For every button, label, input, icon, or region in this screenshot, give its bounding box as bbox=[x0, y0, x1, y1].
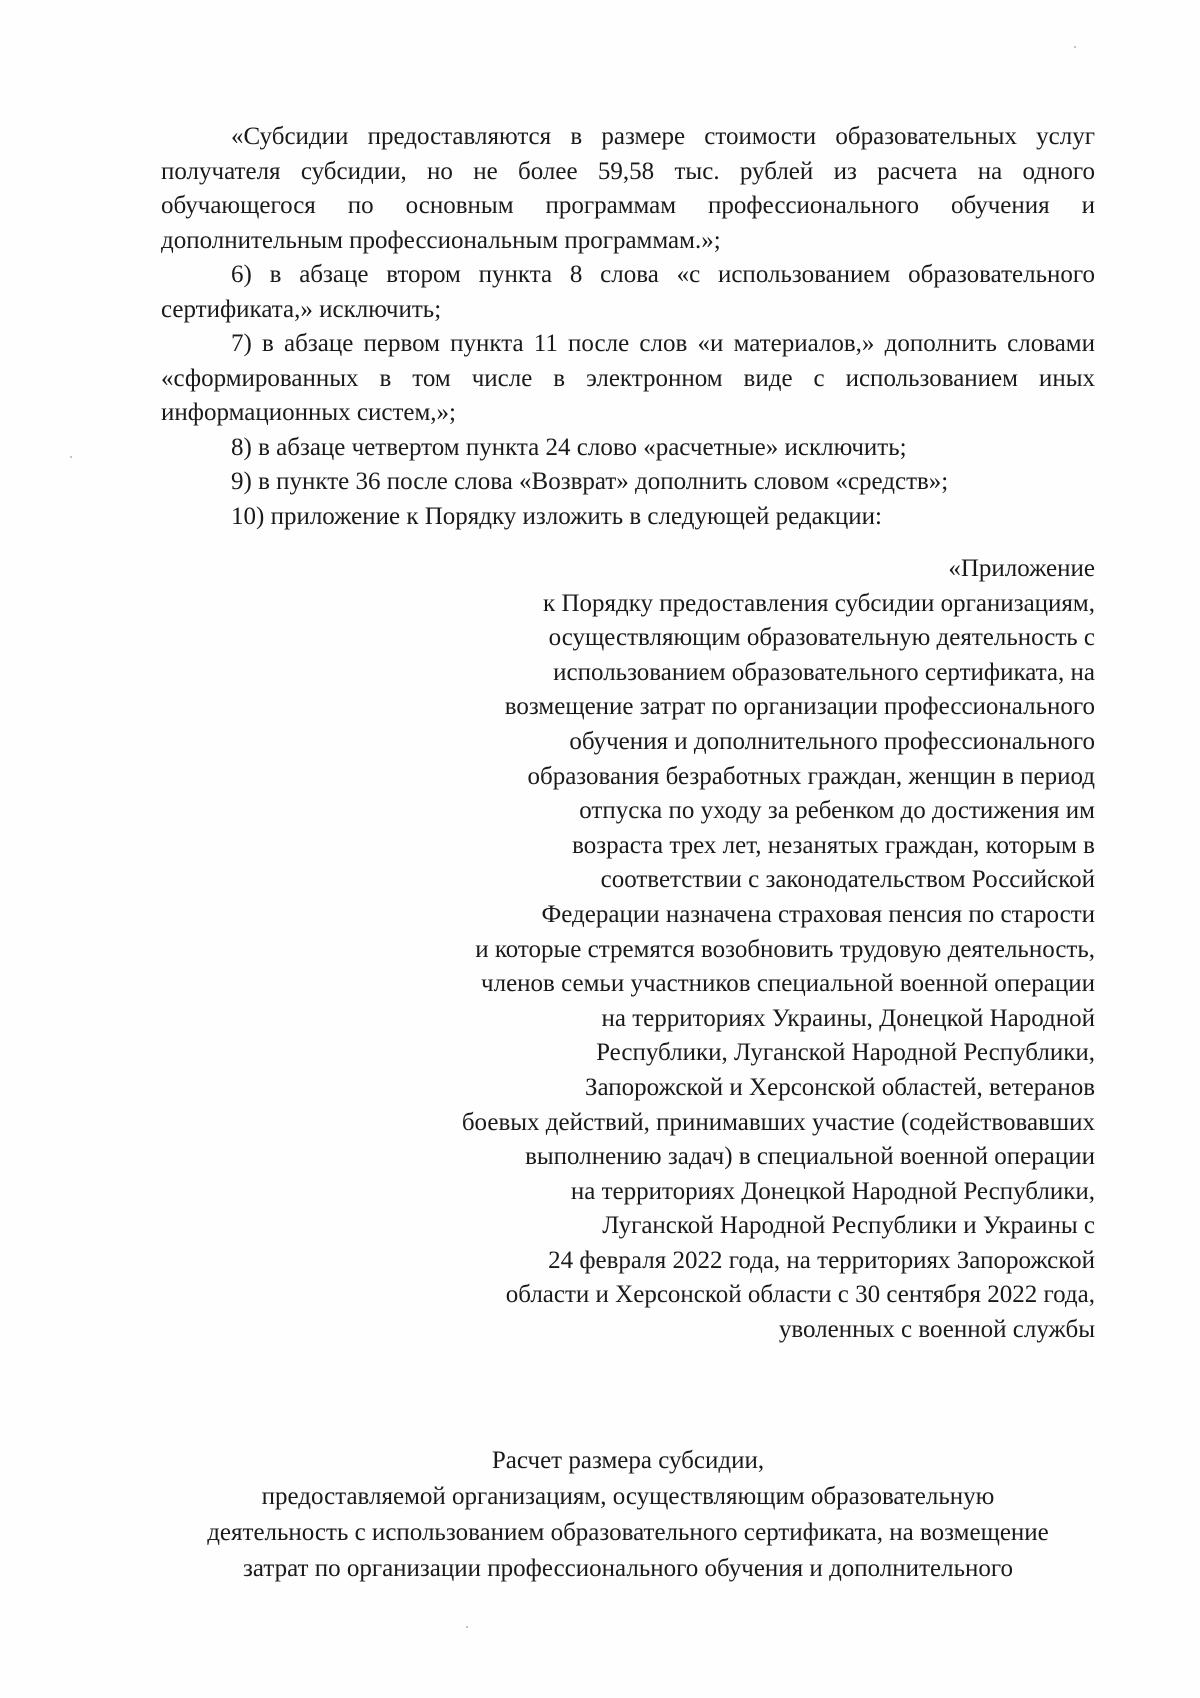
paragraph-subsidy-amount: «Субсидии предоставляются в размере стоимости образовательных услуг получателя субсидии, но не более 59,58 тыс. рублей из расчета на одного обучающегося по основным программам профессионального обучения и дополнительным профессиональным программам.»; bbox=[161, 123, 1095, 254]
appendix-caption bbox=[380, 552, 1095, 1348]
appendix-line: на территориях Украины, Донецкой Народной bbox=[601, 1004, 1095, 1032]
paragraph-item-10: 10) приложение к Порядку изложить в следующей редакции: bbox=[231, 502, 882, 530]
appendix-line: уволенных с военной службы bbox=[778, 1316, 1095, 1344]
scan-speck bbox=[1074, 46, 1076, 48]
appendix-line: Федерации назначена страховая пенсия по старости bbox=[541, 900, 1095, 928]
calculation-title bbox=[161, 1443, 1095, 1587]
scan-speck bbox=[466, 1626, 468, 1628]
paragraph-item-6: 6) в абзаце втором пункта 8 слова «с использованием образовательного сертификата,» исключить; bbox=[161, 261, 1095, 323]
appendix-line: к Порядку предоставления субсидии организациям, bbox=[543, 589, 1095, 617]
appendix-line: возмещение затрат по организации профессионального bbox=[504, 693, 1095, 721]
calculation-title-line: предоставляемой организациям, осуществляющим образовательную bbox=[261, 1483, 995, 1510]
paragraph-item-8: 8) в абзаце четвертом пункта 24 слово «расчетные» исключить; bbox=[231, 433, 907, 461]
amendment-text bbox=[161, 120, 1095, 534]
scan-speck bbox=[70, 456, 72, 458]
appendix-line: возраста трех лет, незанятых граждан, которым в bbox=[572, 831, 1095, 859]
appendix-heading: «Приложение bbox=[948, 555, 1095, 582]
appendix-line: образования безработных граждан, женщин в период bbox=[527, 762, 1095, 790]
appendix-line: отпуска по уходу за ребенком до достижения им bbox=[579, 797, 1095, 825]
appendix-line: боевых действий, принимавших участие (содействовавших bbox=[461, 1108, 1095, 1136]
appendix-line: осуществляющим образовательную деятельность с bbox=[548, 624, 1095, 652]
appendix-line: области и Херсонской области с 30 сентября 2022 года, bbox=[505, 1281, 1095, 1309]
paragraph-item-7: 7) в абзаце первом пункта 11 после слов «и материалов,» дополнить словами «сформированных в том числе в электронном виде с использованием иных информационных систем,»; bbox=[161, 330, 1095, 426]
appendix-line: на территориях Донецкой Народной Республики, bbox=[570, 1177, 1095, 1205]
appendix-line: выполнению задач) в специальной военной операции bbox=[525, 1143, 1095, 1171]
appendix-line: обучения и дополнительного профессионального bbox=[569, 727, 1095, 755]
appendix-line: и которые стремятся возобновить трудовую деятельность, bbox=[475, 935, 1095, 963]
appendix-line: членов семьи участников специальной военной операции bbox=[481, 970, 1095, 998]
appendix-line: 24 февраля 2022 года, на территориях Запорожской bbox=[548, 1246, 1095, 1274]
appendix-line: соответствии с законодательством Российской bbox=[600, 866, 1095, 894]
calculation-title-line: Расчет размера субсидии, bbox=[491, 1447, 765, 1474]
calculation-title-line: затрат по организации профессионального обучения и дополнительного bbox=[243, 1555, 1013, 1582]
appendix-line: Запорожской и Херсонской областей, ветеранов bbox=[584, 1073, 1095, 1101]
appendix-line: Республики, Луганской Народной Республики, bbox=[596, 1039, 1095, 1067]
calculation-title-line: деятельность с использованием образовательного сертификата, на возмещение bbox=[207, 1519, 1049, 1546]
appendix-line: использованием образовательного сертификата, на bbox=[553, 658, 1095, 686]
appendix-line: Луганской Народной Республики и Украины с bbox=[602, 1212, 1095, 1240]
paragraph-item-9: 9) в пункте 36 после слова «Возврат» дополнить словом «средств»; bbox=[231, 468, 949, 495]
